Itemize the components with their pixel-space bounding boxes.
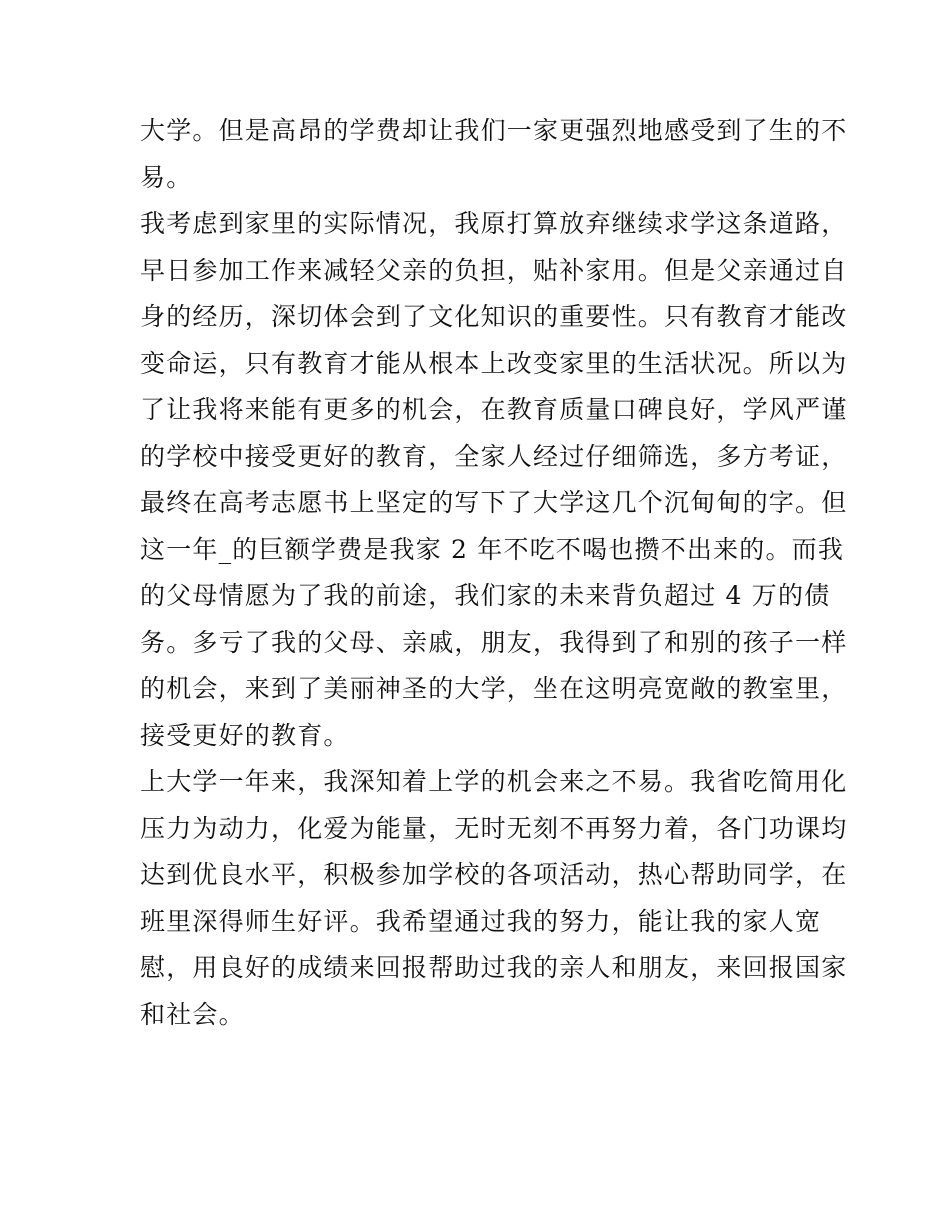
text-line: 变命运，只有教育才能从根本上改变家里的生活状况。所以为 xyxy=(140,348,848,378)
text-line: 接受更好的教育。 xyxy=(140,720,350,750)
text-line: 这一年_的巨额学费是我家 2 年不吃不喝也攒不出来的。而我 xyxy=(140,534,845,564)
text-line: 的机会，来到了美丽神圣的大学，坐在这明亮宽敞的教室里， xyxy=(140,674,848,703)
text-line: 的父母情愿为了我的前途，我们家的未来背负超过 4 万的债 xyxy=(140,581,831,610)
text-line: 和社会。 xyxy=(140,999,245,1029)
text-line: 易。 xyxy=(140,162,193,192)
text-line: 的学校中接受更好的教育，全家人经过仔细筛选，多方考证， xyxy=(140,441,848,471)
text-line: 早日参加工作来减轻父亲的负担，贴补家用。但是父亲通过自 xyxy=(140,255,848,285)
text-line: 上大学一年来，我深知着上学的机会来之不易。我省吃简用化 xyxy=(140,767,848,796)
text-line: 班里深得师生好评。我希望通过我的努力，能让我的家人宽 xyxy=(140,906,822,936)
text-line: 了让我将来能有更多的机会，在教育质量口碑良好，学风严谨 xyxy=(140,395,848,424)
text-line: 身的经历，深切体会到了文化知识的重要性。只有教育才能改 xyxy=(140,302,848,331)
text-line: 最终在高考志愿书上坚定的写下了大学这几个沉甸甸的字。但 xyxy=(140,488,848,517)
text-line: 务。多亏了我的父母、亲戚，朋友，我得到了和别的孩子一样 xyxy=(140,627,848,657)
text-line: 达到优良水平，积极参加学校的各项活动，热心帮助同学，在 xyxy=(140,860,848,889)
text-line: 慰，用良好的成绩来回报帮助过我的亲人和朋友，来回报国家 xyxy=(140,953,848,982)
text-line: 压力为动力，化爱为能量，无时无刻不再努力着，各门功课均 xyxy=(140,813,848,843)
body-text xyxy=(140,108,848,1038)
text-line: 我考虑到家里的实际情况，我原打算放弃继续求学这条道路， xyxy=(140,209,848,238)
text-line: 大学。但是高昂的学费却让我们一家更强烈地感受到了生的不 xyxy=(140,116,848,145)
